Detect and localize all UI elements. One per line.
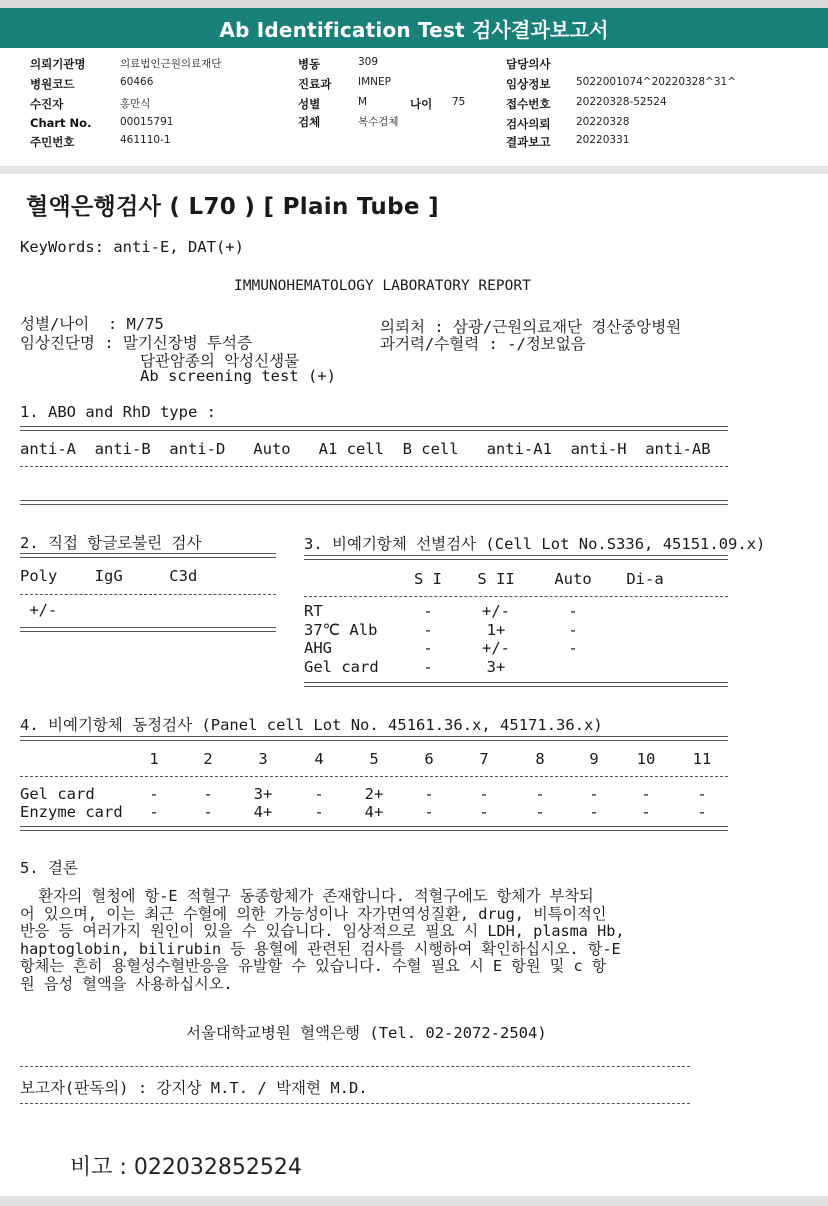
sex-age-line: 성별/나이 : M/75 (20, 315, 164, 333)
chart-no-label: Chart No. (30, 116, 92, 130)
panel-cell: - (589, 785, 599, 803)
doctor-label: 담당의사 (506, 57, 551, 71)
single-rule (20, 466, 728, 467)
resident-no-value: 461110-1 (120, 134, 171, 146)
double-rule (20, 736, 728, 741)
panel-cell: - (314, 785, 324, 803)
requester-line: 의뢰처 : 삼광/근원의료재단 경산중앙병원 (380, 318, 682, 336)
receipt-no-value: 20220328-52524 (576, 96, 667, 108)
panel-cell: 2+ (364, 785, 384, 803)
hospital-code-value: 60466 (120, 76, 154, 88)
receipt-no-label: 접수번호 (506, 97, 551, 111)
panel-header-cell: 6 (424, 750, 434, 768)
diagnosis-line-3: Ab screening test (+) (140, 367, 336, 385)
double-rule (304, 682, 728, 687)
panel-cell: - (535, 785, 545, 803)
screening-header-si: S I (414, 570, 442, 588)
patient-header (0, 48, 828, 166)
age-value: 75 (452, 96, 466, 108)
panel-cell: - (697, 785, 707, 803)
screening-cell: - (568, 602, 578, 620)
screening-row-label: Gel card (304, 658, 379, 676)
request-date-label: 검사의뢰 (506, 117, 551, 131)
double-rule (304, 555, 728, 560)
double-rule (20, 553, 276, 558)
panel-cell: - (641, 785, 651, 803)
sex-label: 성별 (298, 97, 321, 111)
top-frame (0, 0, 828, 8)
history-line: 과거력/수혈력 : -/정보없음 (380, 335, 586, 353)
screening-row-label: AHG (304, 639, 332, 657)
department-value: IMNEP (358, 76, 391, 88)
screening-row-label: 37℃ Alb (304, 621, 378, 639)
panel-cell: - (424, 803, 434, 821)
screening-cell: - (423, 602, 433, 620)
panel-section-title: 4. 비예기항체 동정검사 (Panel cell Lot No. 45161.36.x, 45171.36.x) (20, 716, 603, 734)
ward-value: 309 (358, 56, 379, 68)
screening-cell: +/- (482, 639, 510, 657)
abo-headers: anti-A anti-B anti-D Auto A1 cell B cell anti-A1 anti-H anti-AB (20, 440, 711, 458)
screening-row-label: RT (304, 602, 323, 620)
single-rule (20, 776, 728, 777)
remark-line: 비고 : 022032852524 (70, 1155, 302, 1180)
specimen-label: 검체 (298, 115, 321, 129)
single-rule (20, 594, 276, 595)
report-date-value: 20220331 (576, 134, 630, 146)
screening-header-sii: S II (477, 570, 515, 588)
panel-cell: 4+ (253, 803, 273, 821)
screening-cell: - (568, 621, 578, 639)
double-rule (20, 426, 728, 431)
dat-headers: Poly IgG C3d (20, 567, 198, 585)
double-rule (20, 826, 728, 831)
clinical-info-label: 임상정보 (506, 77, 551, 91)
conclusion-title: 5. 결론 (20, 859, 78, 877)
panel-cell: - (479, 785, 489, 803)
panel-cell: - (203, 785, 213, 803)
bottom-frame (0, 1196, 828, 1206)
screening-section-title: 3. 비예기항체 선별검사 (Cell Lot No.S336, 45151.09.x) (304, 535, 766, 553)
double-rule (20, 500, 728, 505)
panel-cell: - (589, 803, 599, 821)
single-rule (20, 1103, 690, 1104)
panel-header-cell: 1 (149, 750, 159, 768)
panel-header-cell: 5 (369, 750, 379, 768)
diagnosis-line-1: 임상진단명 : 말기신장병 투석증 (20, 334, 252, 352)
screening-cell: - (423, 621, 433, 639)
panel-cell: - (535, 803, 545, 821)
screening-header-dia: Di-a (626, 570, 664, 588)
panel-row-label-gel: Gel card (20, 785, 95, 803)
panel-header-cell: 10 (636, 750, 656, 768)
hospital-code-label: 병원코드 (30, 77, 75, 91)
resident-no-label: 주민번호 (30, 135, 75, 149)
clinical-info-value: 5022001074^20220328^31^ (576, 76, 737, 88)
panel-cell: - (641, 803, 651, 821)
abo-section-title: 1. ABO and RhD type : (20, 403, 216, 421)
screening-cell: 1+ (486, 621, 506, 639)
panel-row-label-enzyme: Enzyme card (20, 803, 123, 821)
panel-cell: - (479, 803, 489, 821)
screening-cell: - (423, 658, 433, 676)
panel-cell: 4+ (364, 803, 384, 821)
panel-cell: - (203, 803, 213, 821)
panel-cell: 3+ (253, 785, 273, 803)
panel-header-cell: 2 (203, 750, 213, 768)
report-date-label: 결과보고 (506, 135, 551, 149)
panel-header-cell: 4 (314, 750, 324, 768)
section-separator (0, 166, 828, 174)
patient-value: 홍만식 (120, 98, 151, 110)
panel-header-cell: 7 (479, 750, 489, 768)
screening-header-auto: Auto (554, 570, 592, 588)
conclusion-text: 환자의 혈청에 항-E 적혈구 동종항체가 존재합니다. 적혈구에도 항체가 부착되 어 있으며, 이는 최근 수혈에 의한 가능성이나 자가면역성질환, drug, 비특이적인 반응 등 여러가지 원인이 있을 수 있습니다. 임상적으로 필요 시 LDH, plasma Hb, haptoglobin, bilirubin 등 용혈에 관련된 검사를 시행하여 확인하십시오. 항-E 항체는 흔히 용혈성수혈반응을 유발할 수 있습니다. 수혈 필요 시 E 항원 및 c 항 원 음성 혈액을 사용하십시오. (20, 887, 625, 993)
test-title: 혈액은행검사 ( L70 ) [ Plain Tube ] (26, 194, 439, 220)
institution-line: 서울대학교병원 혈액은행 (Tel. 02-2072-2504) (186, 1024, 547, 1042)
ward-label: 병동 (298, 57, 321, 71)
panel-header-cell: 11 (692, 750, 712, 768)
panel-cell: - (314, 803, 324, 821)
keywords: KeyWords: anti-E, DAT(+) (20, 238, 244, 256)
dat-values: +/- (20, 601, 58, 619)
panel-cell: - (424, 785, 434, 803)
single-rule (304, 596, 728, 597)
chart-no-value: 00015791 (120, 116, 174, 128)
sex-value: M (358, 96, 368, 108)
reporter-line: 보고자(판독의) : 강지상 M.T. / 박재현 M.D. (20, 1079, 368, 1097)
panel-cell: - (149, 785, 159, 803)
screening-cell: - (423, 639, 433, 657)
dat-section-title: 2. 직접 항글로불린 검사 (20, 534, 202, 552)
hospital-value: 의료법인근원의료재단 (120, 58, 222, 70)
diagnosis-line-2: 담관암종의 악성신생물 (140, 352, 300, 370)
age-label: 나이 (410, 97, 433, 111)
panel-header-cell: 3 (258, 750, 268, 768)
report-title-bar: Ab Identification Test 검사결과보고서 (0, 8, 828, 48)
department-label: 진료과 (298, 77, 332, 91)
hospital-label: 의뢰기관명 (30, 57, 86, 71)
single-rule (20, 1066, 690, 1067)
panel-header-cell: 9 (589, 750, 599, 768)
lab-report-title: IMMUNOHEMATOLOGY LABORATORY REPORT (234, 278, 531, 294)
screening-cell: +/- (482, 602, 510, 620)
screening-cell: - (568, 639, 578, 657)
double-rule (20, 627, 276, 632)
panel-cell: - (149, 803, 159, 821)
specimen-value: 복수검체 (358, 116, 399, 128)
panel-header-cell: 8 (535, 750, 545, 768)
screening-cell: 3+ (486, 658, 506, 676)
patient-label: 수진자 (30, 97, 64, 111)
panel-cell: - (697, 803, 707, 821)
request-date-value: 20220328 (576, 116, 630, 128)
